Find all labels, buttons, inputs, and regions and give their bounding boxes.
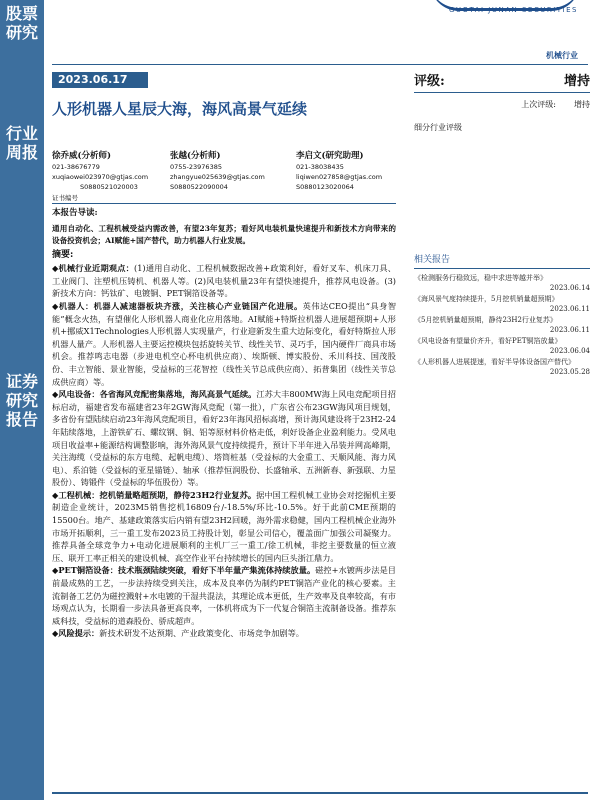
related-report-title[interactable]: 《人形机器人进展提速，看好半导体设备国产替代》 bbox=[414, 358, 575, 366]
related-report-date: 2023.06.11 bbox=[549, 305, 590, 313]
rating-label: 评级: bbox=[414, 74, 445, 89]
analyst-block bbox=[52, 150, 396, 192]
bullet-body: 据中国工程机械工业协会对挖掘机主要制造企业统计，2023M5销售挖机16809台/-18.5%/环比-10.5%。好于此前CME预期的15500台。地产、基建政策落实后内销有望23H2回暖，海外需求稳健，国内工程机械企业海外市场开拓顺利，三一重工发布2023员工持股计划，彰显公司信心，覆盖面广加强公司凝聚力。推荐具备全球竞争力+电动化进展顺利的主机厂三一重工/徐工机械，非挖主要数量的恒立液压、联开工率正相关的建设机械、高空作业平台持续增长的国内巨头浙江鼎力。 bbox=[52, 489, 396, 563]
analyst-email[interactable]: xuqiaowei023970@gtjas.com bbox=[52, 173, 149, 181]
bullet-heading: 机械行业近期观点： bbox=[58, 263, 135, 274]
related-report-title[interactable]: 《检测服务行稳致远，稳中求进等越并举》 bbox=[414, 274, 547, 282]
analyst-cert: S0880123020064 bbox=[296, 183, 354, 191]
bullet-body: 新技术研发不达预期、产业政策变化、市场竞争加剧等。 bbox=[99, 628, 304, 639]
related-report-title[interactable]: 《5月挖机销量超预期，静待23H2行业复苏》 bbox=[414, 316, 557, 324]
summary-bullet: ◆机器人：机器人减速器板块齐涨，关注核心产业链国产化进展。英伟达CEO提出“具身智能”概念火热，有望催化人形机器人商业化应用落地。AI赋能+特斯拉机器人进展超预期+人形机+挪威X1Technologies人形机器人实现量产，行业迎新发生重大边际变化，看好特斯拉人形机器人量产。人形机器人主要运控模块包括旋转关节、线性关节、灵巧手，国内硬件厂商具市场机会。推荐鸣志电器（步进电机空心杯电机供应商）、埃斯顿、博实股份、禾川科技、国茂股份、丰立智能、景业智能，受益标的三花智控（线性关节总成供应商）、拓普集团（线性关节总成供应商）等。 bbox=[52, 300, 397, 387]
rating-value: 增持 bbox=[563, 74, 590, 89]
company-logo-text: GUOTAI JUNAN SECURITIES bbox=[448, 6, 578, 14]
analyst-email[interactable]: liqiwen027858@gtjas.com bbox=[296, 173, 383, 181]
sidebar-securities-report: 证券研究报告 bbox=[5, 372, 38, 429]
related-report-item[interactable] bbox=[414, 273, 590, 293]
bullet-heading: 风险提示： bbox=[58, 628, 100, 639]
related-report-item[interactable] bbox=[414, 336, 590, 356]
related-report-date: 2023.06.14 bbox=[549, 284, 590, 292]
related-reports bbox=[414, 252, 590, 378]
related-report-item[interactable] bbox=[414, 357, 590, 377]
bullet-body: 磁控+水镀两步法是目前最成熟的工艺，一步法持续受到关注，成本及良率仍为制约PET铜箔产业化的核心要素。主流制备工艺仍为磁控溅射+水电镀的干湿共混法，其理论成本更低，生产效率及良率较高，有市场观点认为，长期看一步法具备更高良率，一体机将成为下一代复合铜箔主流制备设备。推荐东威科技，受益标的道森股份、骄成超声。 bbox=[52, 565, 396, 626]
related-report-title[interactable]: 《风电设备有望量价齐升，看好PET铜箔放量》 bbox=[414, 337, 562, 345]
bullet-heading: 机器人：机器人减速器板块齐涨，关注核心产业链国产化进展。 bbox=[58, 300, 303, 311]
summary-bullet: ◆机械行业近期观点：(1)通用自动化、工程机械数据改善+政策利好，看好叉车、机床刀具、工业阀门、注塑机压铸机、机器人等。(2)风电装机量23年有望快速提升，推荐风电设备。(3)新技术方向：钙钛矿、电镀铜、PET铜箔设备等。 bbox=[52, 263, 396, 299]
rating-divider bbox=[414, 92, 590, 93]
related-report-title[interactable]: 《海风景气度持续提升，5月挖机销量超预期》 bbox=[414, 295, 559, 303]
related-report-date: 2023.06.11 bbox=[549, 326, 590, 334]
analyst-phone: 021-38676779 bbox=[52, 163, 100, 171]
analyst-email[interactable]: zhangyue025639@gtjas.com bbox=[170, 173, 265, 181]
certificate-label: 证书编号 bbox=[52, 194, 78, 202]
report-body bbox=[52, 207, 396, 640]
related-report-date: 2023.05.28 bbox=[549, 368, 590, 376]
analyst-name: 张越(分析师) bbox=[170, 151, 221, 161]
header-divider bbox=[52, 64, 588, 65]
bullet-body: (1)通用自动化、工程机械数据改善+政策利好，看好叉车、机床刀具、工业阀门、注塑机压铸机、机器人等。(2)风电装机量23年有望快速提升，推荐风电设备。(3)新技术方向：钙钛矿、电镀铜、PET铜箔设备等。 bbox=[52, 263, 396, 299]
report-date: 2023.06.17 bbox=[52, 72, 148, 88]
summary-bullet: ◆风电设备：各省海风竞配密集落地，海风高景气延续。江苏大丰800MW海上风电竞配项目招标启动，福建省发布福建省23年2GW海风竞配（第一批），广东省公布23GW海风项目规划，多省份有望陆续启动23年海风竞配项目，看好23年海风招标高增，预计海风建设将于23H2-24年陆续落地，上游铁矿石、螺纹钢、铜、铝等原材料价格走低，利好设备企业盈利能力。受风电项目收益率+能源结构调整影响，海外海风景气度持续提升，预计下半年进入吊装并网高峰期，关注海缆（受益标的东方电缆、起帆电缆）、塔筒桩基（受益标的大金重工、天顺风能、海力风电）、系泊链（受益标的亚星锚链）、轴承（推荐恒润股份、长盛轴承、五洲新春、新强联、力星股份）、铸锻件（受益标的华伍股份）等。 bbox=[52, 389, 396, 488]
related-divider bbox=[414, 268, 590, 269]
analyst-card bbox=[296, 150, 396, 192]
header bbox=[44, 0, 600, 16]
previous-rating-value: 增持 bbox=[574, 100, 590, 109]
bullet-body: 江苏大丰800MW海上风电竞配项目招标启动，福建省发布福建省23年2GW海风竞配（第一批），广东省公布23GW海风项目规划，多省份有望陆续启动23年海风竞配项目，看好23年海风招标高增，预计海风建设将于23H2-24年陆续落地，上游铁矿石、螺纹钢、铜、铝等原材料价格走低，利好设备企业盈利能力。受风电项目收益率+能源结构调整影响，海外海风景气度持续提升，预计下半年进入吊装并网高峰期，关注海缆（受益标的东方电缆、起帆电缆）、塔筒桩基（受益标的大金重工、天顺风能、海力风电）、系泊链（受益标的亚星锚链）、轴承（推荐恒润股份、长盛轴承、五洲新春、新强联、力星股份）、铸锻件（受益标的华伍股份）等。 bbox=[52, 389, 396, 488]
analyst-name: 李启文(研究助理) bbox=[296, 151, 364, 161]
summary-bullet: ◆PET铜箔设备：技术瓶颈陆续突破，看好下半年量产集流体持续放量。磁控+水镀两步法是目前最成熟的工艺，一步法持续受到关注，成本及良率仍为制约PET铜箔产业化的核心要素。主流制备工艺仍为磁控溅射+水电镀的干湿共混法，其理论成本更低，生产效率及良率较高，有市场观点认为，长期看一步法具备更高良率，一体机将成为下一代复合铜箔主流制备设备。推荐东威科技，受益标的道森股份、骄成超声。 bbox=[52, 565, 396, 626]
summary-bullet: ◆风险提示：新技术研发不达预期、产业政策变化、市场竞争加剧等。 bbox=[52, 628, 304, 639]
previous-rating-label: 上次评级: bbox=[521, 100, 556, 109]
sub-industry-rating: 细分行业评级 bbox=[414, 123, 462, 132]
footer-divider bbox=[52, 792, 588, 794]
analyst-name: 徐乔威(分析师) bbox=[52, 151, 112, 161]
summary-bullet: ◆工程机械：挖机销量略超预期，静待23H2行业复苏。据中国工程机械工业协会对挖掘机主要制造企业统计，2023M5销售挖机16809台/-18.5%/环比-10.5%。好于此前CME预期的15500台。地产、基建政策落实后内销有望23H2回暖，海外需求稳健，国内工程机械企业海外市场开拓顺利，三一重工发布2023员工持股计划，彰显公司信心，覆盖面广加强公司凝聚力。推荐具备全球竞争力+电动化进展顺利的主机厂三一重工/徐工机械，非挖主要数量的恒立液压、联开工率正相关的建设机械、高空作业平台持续增长的国内巨头浙江鼎力。 bbox=[52, 489, 396, 563]
related-report-item[interactable] bbox=[414, 294, 590, 314]
analyst-card bbox=[170, 150, 296, 192]
rating-box bbox=[414, 70, 590, 110]
bullet-heading: 风电设备：各省海风竞配密集落地，海风高景气延续。 bbox=[58, 389, 257, 400]
analyst-phone: 021-38038435 bbox=[296, 163, 344, 171]
related-reports-heading: 相关报告 bbox=[414, 255, 451, 265]
report-title: 人形机器人星辰大海，海风高景气延续 bbox=[52, 100, 308, 118]
bullet-heading: 工程机械：挖机销量略超预期，静待23H2行业复苏。 bbox=[58, 489, 257, 500]
analyst-card bbox=[52, 150, 170, 192]
summary-heading: 摘要: bbox=[52, 249, 74, 260]
analyst-cert: S0880522090004 bbox=[170, 183, 228, 191]
related-report-date: 2023.06.04 bbox=[549, 347, 590, 355]
industry-tag: 机械行业 bbox=[546, 51, 578, 60]
bullet-body: 英伟达CEO提出“具身智能”概念火热，有望催化人形机器人商业化应用落地。AI赋能+特斯拉机器人进展超预期+人形机+挪威X1Technologies人形机器人实现量产，行业迎新发生重大边际变化，看好特斯拉人形机器人量产。人形机器人主要运控模块包括旋转关节、线性关节、灵巧手，国内硬件厂商具市场机会。推荐鸣志电器（步进电机空心杯电机供应商）、埃斯顿、博实股份、禾川科技、国茂股份、丰立智能、景业智能，受益标的三花智控（线性关节总成供应商）、拓普集团（线性关节总成供应商）等。 bbox=[52, 300, 397, 387]
analyst-phone: 0755-23976385 bbox=[170, 163, 222, 171]
sidebar bbox=[0, 0, 44, 800]
sidebar-industry-weekly: 行业周报 bbox=[5, 124, 38, 162]
guide-body: 通用自动化、工程机械受益内需改善，有望23年复苏；看好风电装机量快速提升和新技术方向带来的设备投资机会；AI赋能+国产替代，助力机器人行业发展。 bbox=[52, 223, 396, 245]
analyst-cert: S0880521020003 bbox=[80, 183, 138, 191]
related-report-item[interactable] bbox=[414, 315, 590, 335]
guide-heading: 本报告导读: bbox=[52, 208, 98, 218]
bullet-heading: PET铜箔设备：技术瓶颈陆续突破，看好下半年量产集流体持续放量。 bbox=[58, 565, 316, 576]
analyst-divider bbox=[52, 203, 396, 204]
sidebar-stock-research: 股票研究 bbox=[5, 4, 38, 42]
